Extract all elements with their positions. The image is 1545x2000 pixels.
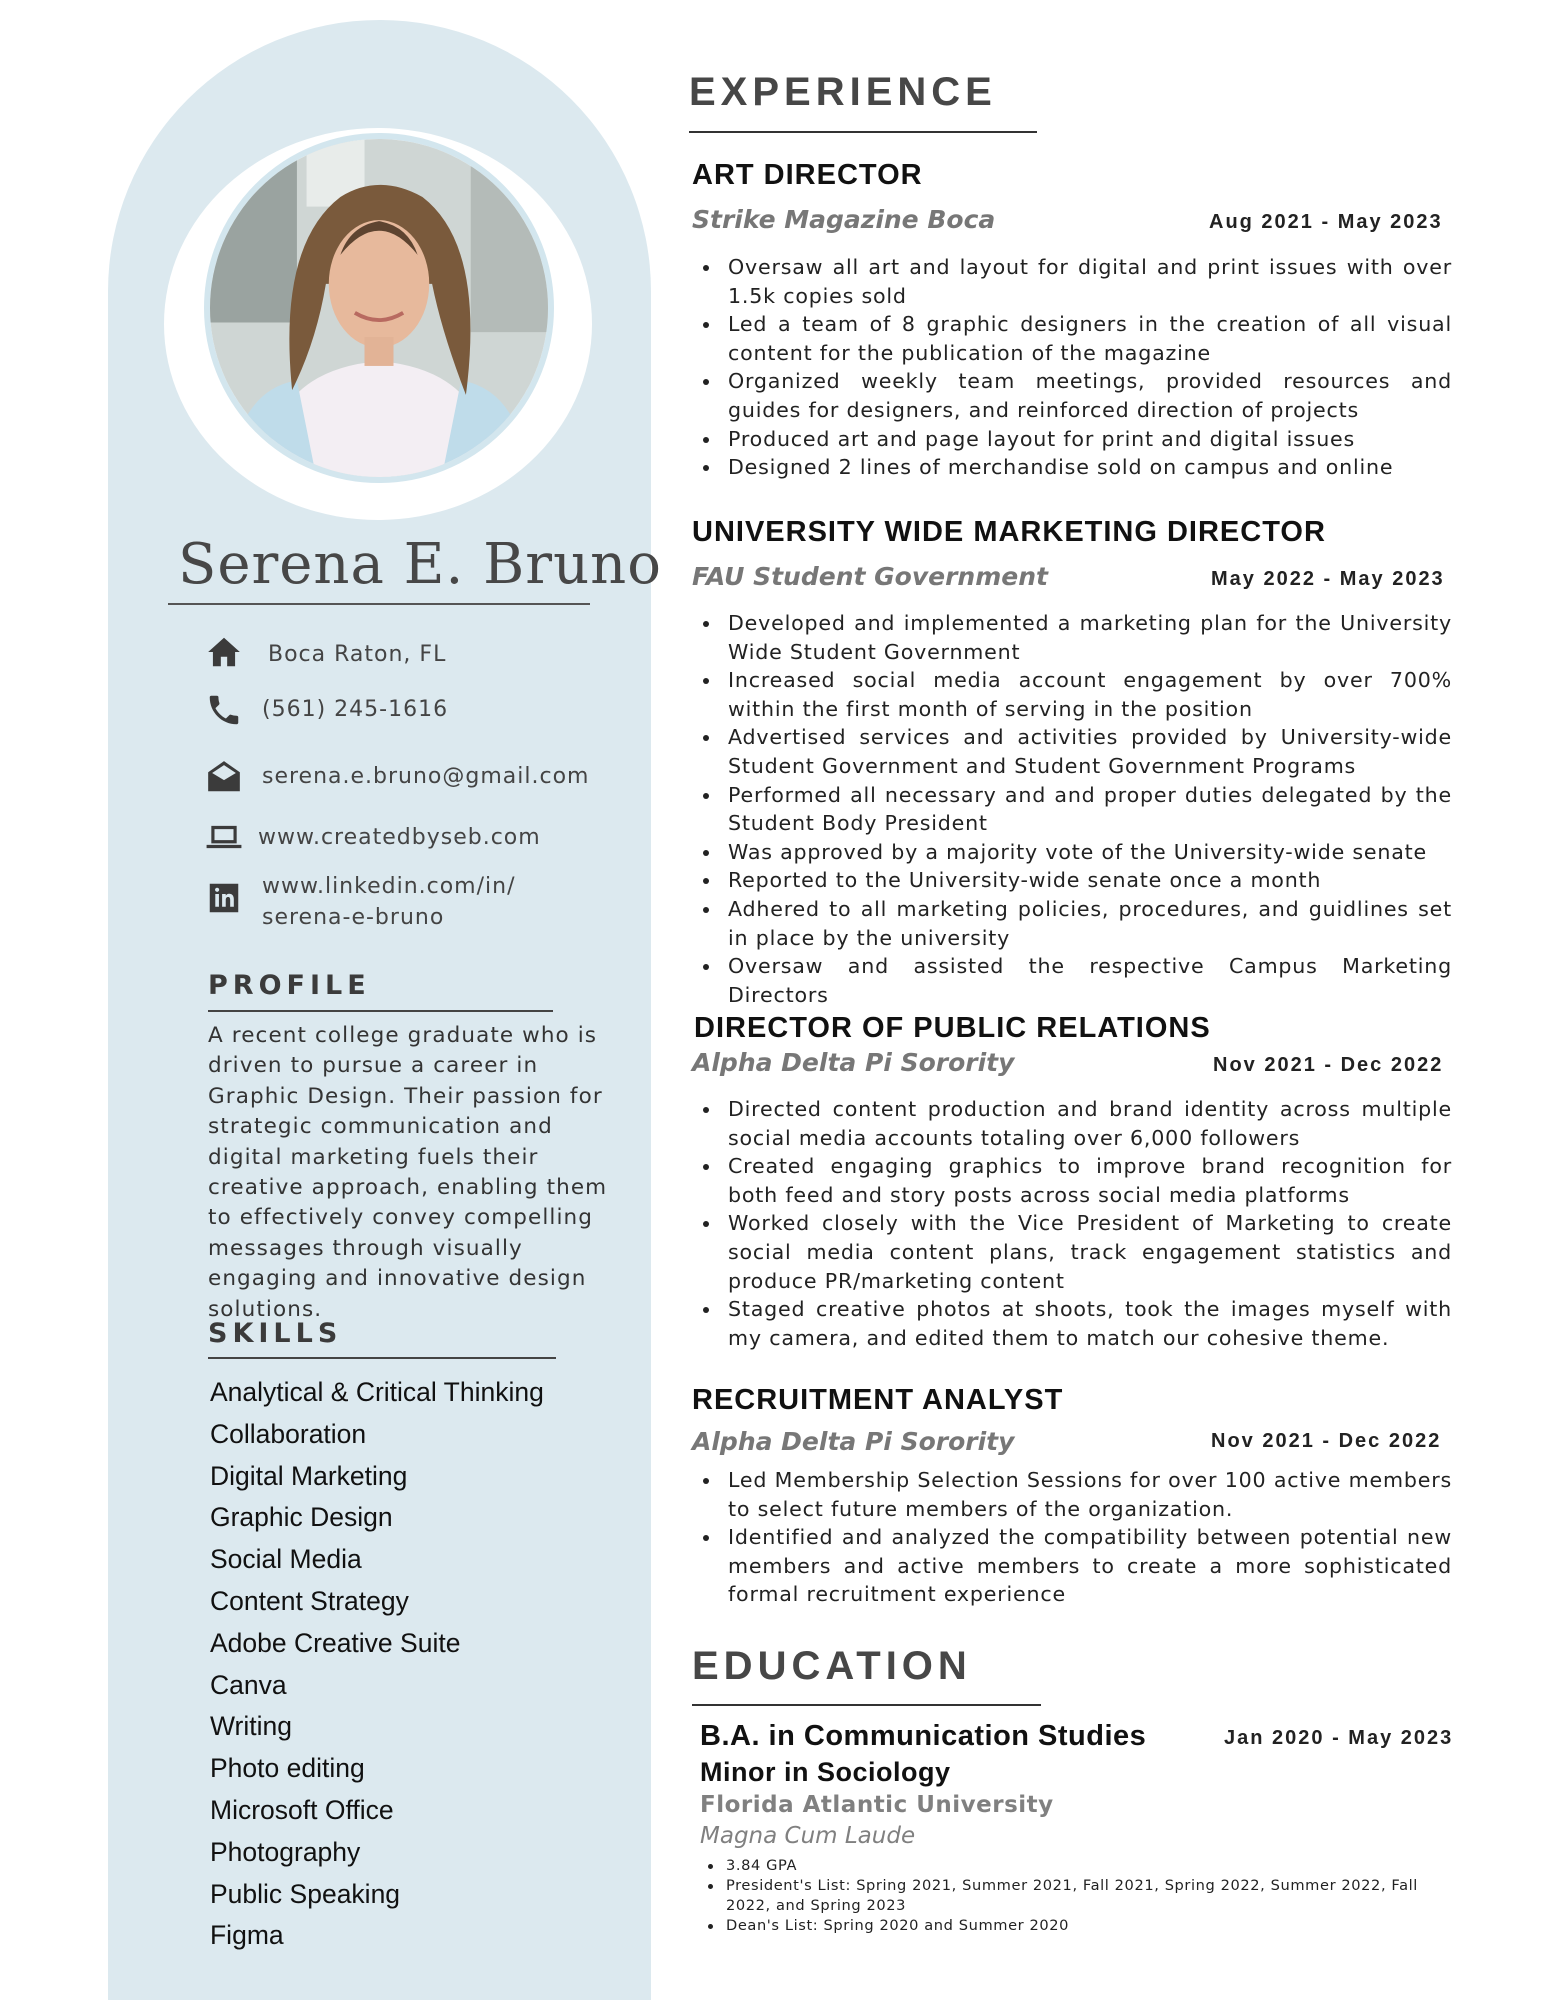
job-bullets: [692, 1466, 1452, 1609]
job-organization: Strike Magazine Boca: [692, 205, 996, 234]
contact-location: [204, 632, 446, 672]
job-dates: Aug 2021 - May 2023: [1209, 211, 1443, 233]
skills-heading: SKILLS: [208, 1318, 343, 1349]
job-dates: May 2022 - May 2023: [1211, 568, 1445, 590]
skill-item: Photography: [210, 1836, 361, 1867]
bullet-item: Oversaw and assisted the respective Campus Marketing Directors: [692, 952, 1452, 1009]
laptop-icon: [204, 817, 244, 857]
school-name: Florida Atlantic University: [700, 1792, 1054, 1818]
job-title: UNIVERSITY WIDE MARKETING DIRECTOR: [692, 516, 1326, 548]
skill-item: Microsoft Office: [210, 1794, 394, 1825]
profile-heading: PROFILE: [208, 970, 371, 1001]
bullet-item: Created engaging graphics to improve brand recognition for both feed and story posts across social media platforms: [692, 1152, 1452, 1209]
bullet-item: Oversaw all art and layout for digital and print issues with over 1.5k copies sold: [692, 253, 1452, 310]
bullet-item: Dean's List: Spring 2020 and Summer 2020: [700, 1916, 1460, 1936]
contact-phone: [204, 690, 448, 730]
job-bullets: [692, 253, 1452, 482]
bullet-item: Reported to the University-wide senate once a month: [692, 866, 1452, 895]
linkedin-icon: [204, 878, 244, 918]
bullet-item: Performed all necessary and and proper duties delegated by the Student Body President: [692, 781, 1452, 838]
home-icon: [204, 632, 244, 672]
job-organization: FAU Student Government: [692, 562, 1048, 591]
bullet-item: Staged creative photos at shoots, took the images myself with my camera, and edited them to match our cohesive theme.: [692, 1295, 1452, 1352]
bullet-item: Developed and implemented a marketing plan for the University Wide Student Government: [692, 609, 1452, 666]
skill-item: Social Media: [210, 1544, 362, 1575]
job-title: RECRUITMENT ANALYST: [692, 1384, 1064, 1416]
degree-title: B.A. in Communication Studies: [700, 1720, 1147, 1752]
job-bullets: [692, 1095, 1452, 1352]
bullet-item: Worked closely with the Vice President of Marketing to create social media content plans, track engagement statistics and produce PR/marketing content: [692, 1209, 1452, 1295]
phone-link[interactable]: (561) 245-1616: [262, 697, 449, 722]
skill-item: Figma: [210, 1920, 284, 1951]
education-dates: Jan 2020 - May 2023: [1224, 1727, 1454, 1749]
bullet-item: President's List: Spring 2021, Summer 2021, Fall 2021, Spring 2022, Summer 2022, Fall 2022, and Spring 2023: [700, 1876, 1460, 1916]
bullet-item: Designed 2 lines of merchandise sold on campus and online: [692, 453, 1452, 482]
bullet-item: Adhered to all marketing policies, procedures, and guidlines set in place by the university: [692, 895, 1452, 952]
skill-item: Content Strategy: [210, 1585, 409, 1616]
job-dates: Nov 2021 - Dec 2022: [1213, 1054, 1444, 1076]
bullet-item: Produced art and page layout for print and digital issues: [692, 425, 1452, 454]
skill-item: Graphic Design: [210, 1502, 393, 1533]
name-divider: [168, 603, 590, 605]
skill-item: Public Speaking: [210, 1878, 401, 1909]
job-bullets: [692, 609, 1452, 1009]
job-title: ART DIRECTOR: [692, 159, 923, 191]
email-link[interactable]: serena.e.bruno@gmail.com: [262, 764, 590, 789]
job-dates: Nov 2021 - Dec 2022: [1211, 1430, 1442, 1452]
education-divider: [692, 1704, 1041, 1706]
education-heading: EDUCATION: [692, 1644, 972, 1688]
linkedin-link[interactable]: [262, 871, 516, 933]
honor-text: Magna Cum Laude: [700, 1823, 916, 1849]
bullet-item: Advertised services and activities provided by University-wide Student Government and Student Government Programs: [692, 723, 1452, 780]
job-organization: Alpha Delta Pi Sorority: [692, 1048, 1015, 1077]
skill-item: Canva: [210, 1669, 287, 1700]
job-title: DIRECTOR OF PUBLIC RELATIONS: [694, 1012, 1211, 1044]
skill-item: Digital Marketing: [210, 1460, 408, 1491]
skills-list: [210, 1372, 544, 1957]
bullet-item: Led Membership Selection Sessions for over 100 active members to select future members of the organization.: [692, 1466, 1452, 1523]
candidate-name: Serena E. Bruno: [178, 532, 662, 597]
skill-item: Writing: [210, 1711, 292, 1742]
contact-linkedin: [204, 872, 516, 933]
bullet-item: Directed content production and brand identity across multiple social media accounts totaling over 6,000 followers: [692, 1095, 1452, 1152]
contact-website: [204, 817, 541, 857]
skill-item: Collaboration: [210, 1418, 367, 1449]
profile-photo: [204, 133, 554, 483]
skills-divider: [208, 1357, 556, 1359]
bullet-item: 3.84 GPA: [700, 1856, 1460, 1876]
minor-title: Minor in Sociology: [700, 1757, 951, 1787]
website-link[interactable]: www.createdbyseb.com: [258, 825, 541, 850]
skill-item: Analytical & Critical Thinking: [210, 1377, 544, 1407]
location-text: Boca Raton, FL: [268, 642, 447, 667]
skill-item: Adobe Creative Suite: [210, 1627, 461, 1658]
bullet-item: Was approved by a majority vote of the University-wide senate: [692, 838, 1452, 867]
job-organization: Alpha Delta Pi Sorority: [692, 1427, 1015, 1456]
bullet-item: Identified and analyzed the compatibility between potential new members and active members to create a more sophisticated formal recruitment experience: [692, 1523, 1452, 1609]
bullet-item: Organized weekly team meetings, provided resources and guides for designers, and reinforced direction of projects: [692, 367, 1452, 424]
experience-divider: [689, 131, 1037, 133]
linkedin-line-1: www.linkedin.com/in/: [262, 874, 516, 899]
bullet-item: Led a team of 8 graphic designers in the creation of all visual content for the publication of the magazine: [692, 310, 1452, 367]
experience-heading: EXPERIENCE: [689, 70, 997, 114]
education-bullets: [700, 1856, 1460, 1936]
contact-email: [204, 757, 589, 797]
profile-divider: [208, 1010, 553, 1012]
linkedin-line-2: serena-e-bruno: [262, 905, 445, 930]
email-icon: [204, 757, 244, 797]
profile-summary: A recent college graduate who is driven to pursue a career in Graphic Design. Their passion for strategic communication and digital marketing fuels their creative approach, enabling them to effectively convey compelling messages through visually engaging and innovative design solutions.: [208, 1023, 608, 1322]
bullet-item: Increased social media account engagement by over 700% within the first month of serving in the position: [692, 666, 1452, 723]
skill-item: Photo editing: [210, 1753, 365, 1784]
phone-icon: [204, 690, 244, 730]
